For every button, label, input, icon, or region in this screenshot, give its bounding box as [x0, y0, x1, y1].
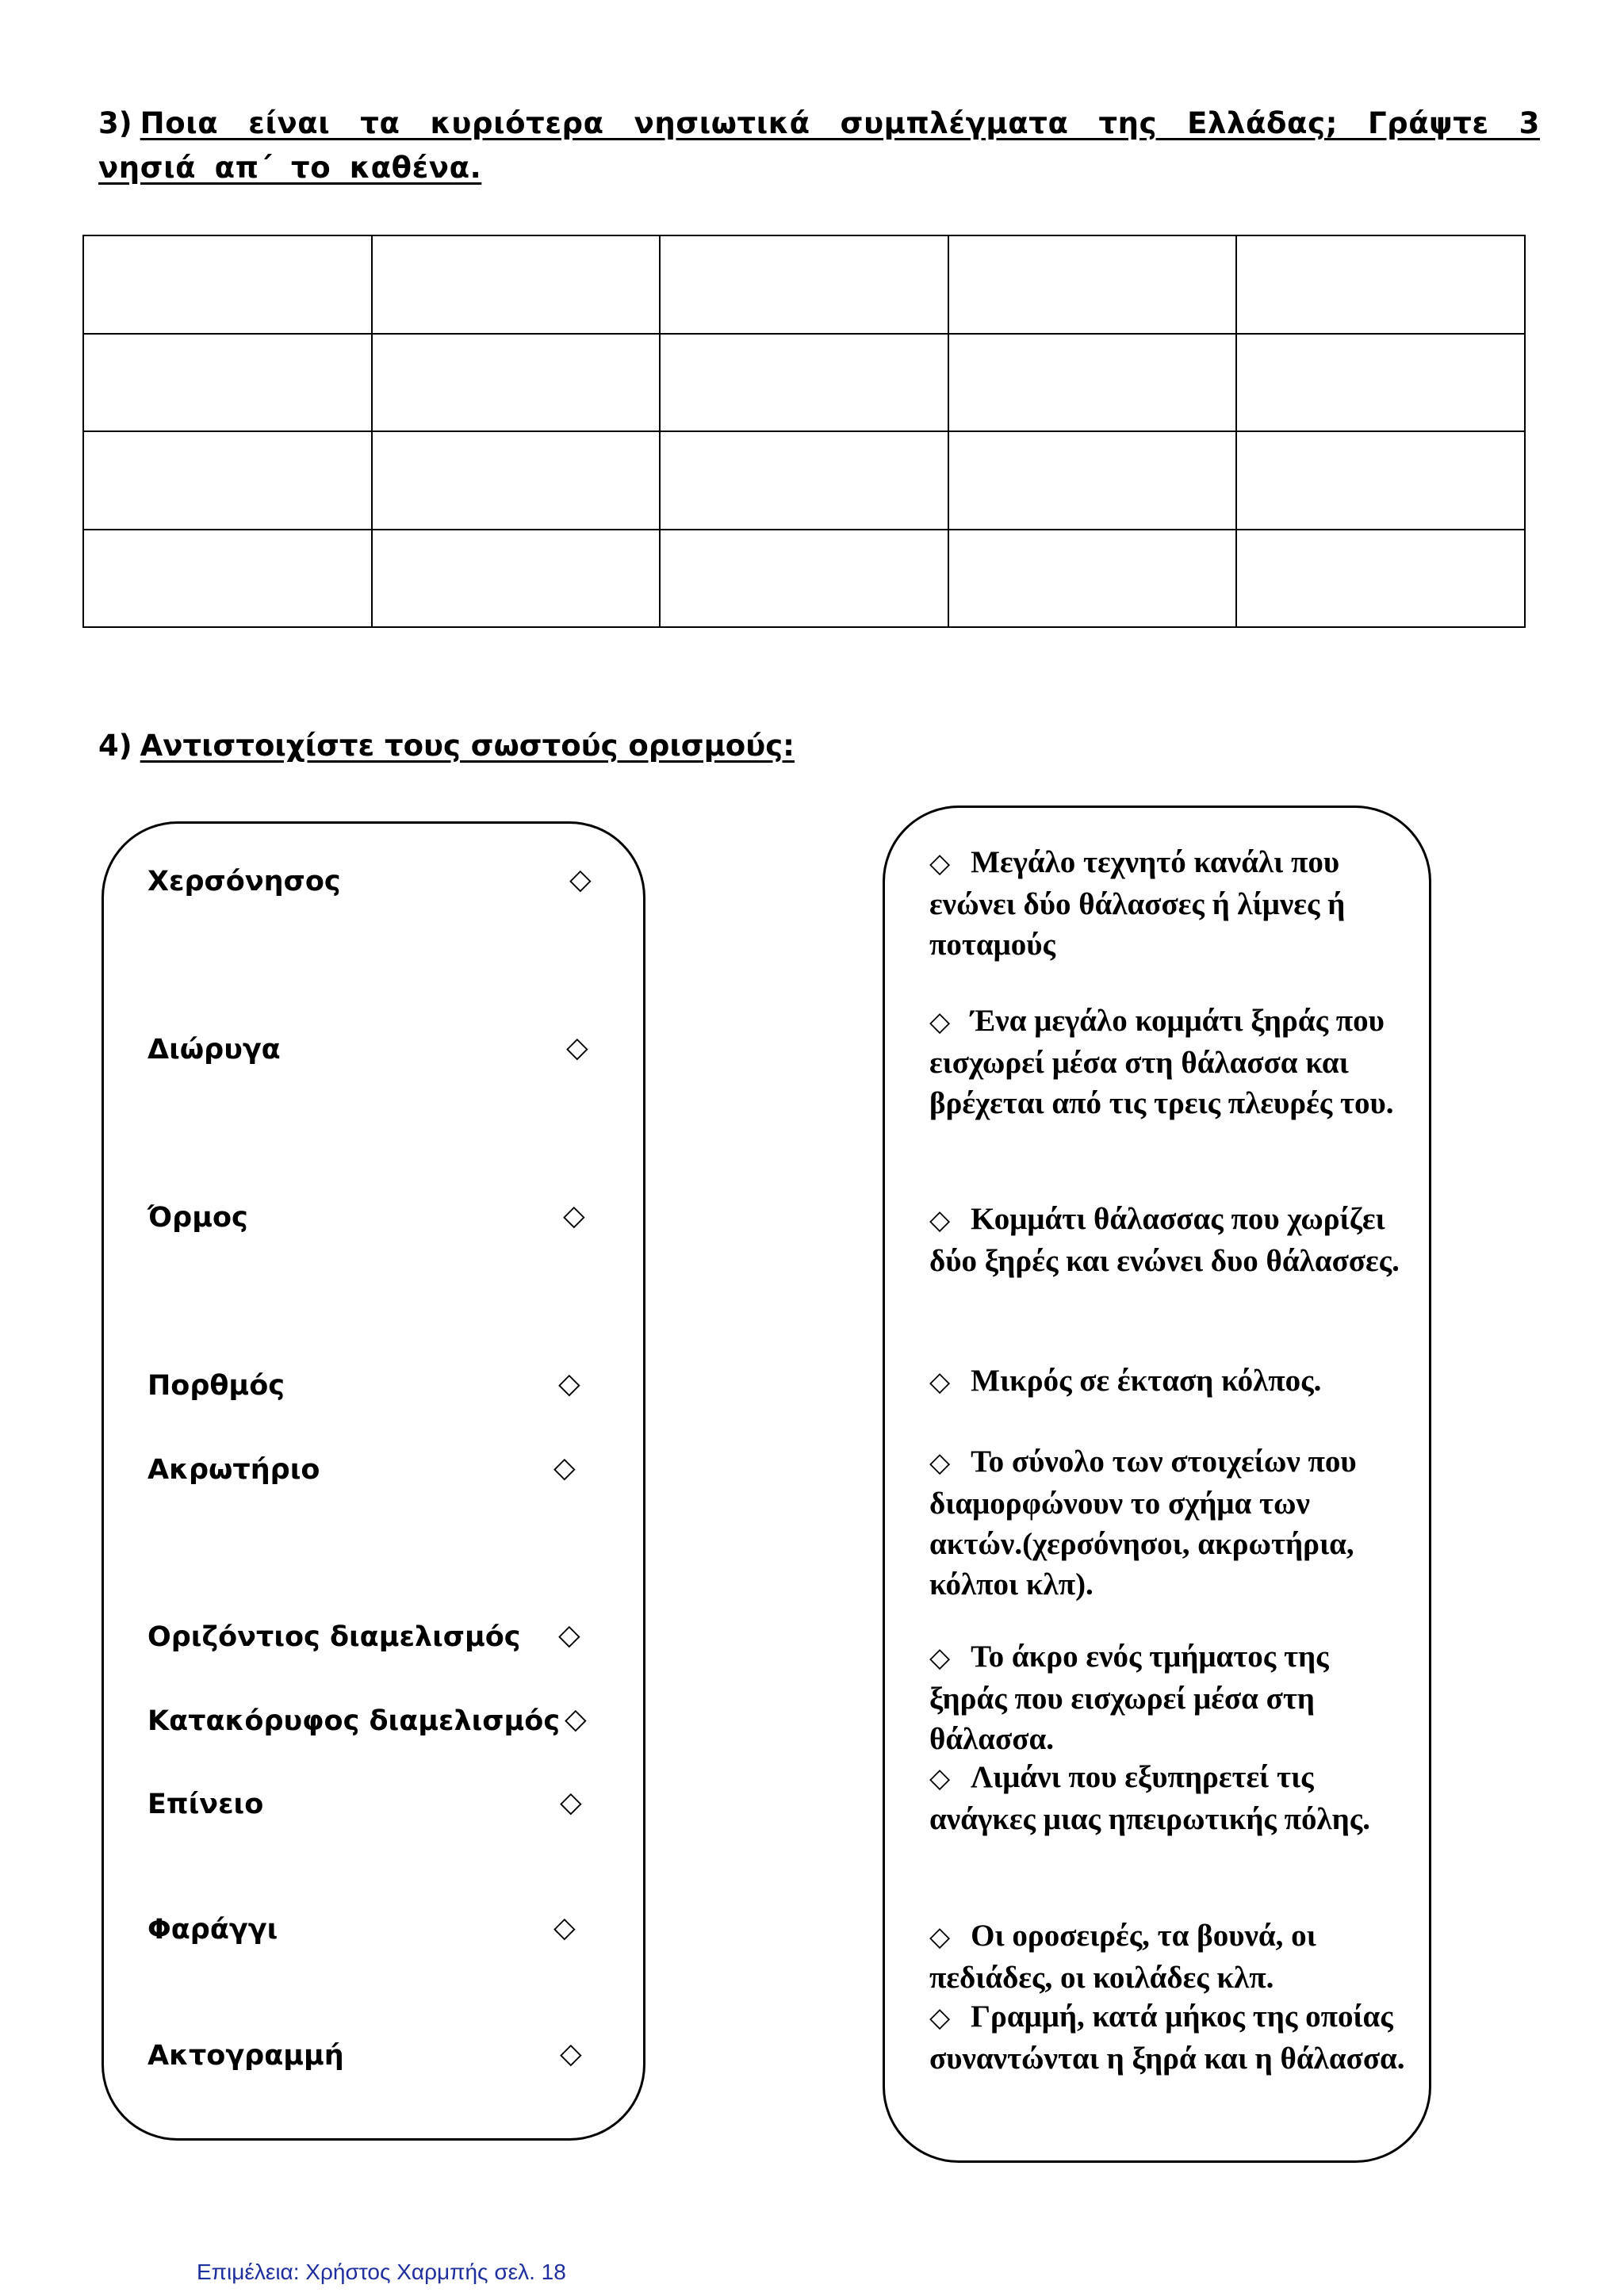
table-cell[interactable] — [1236, 235, 1525, 334]
diamond-icon[interactable]: ◇ — [560, 2038, 582, 2070]
term-akrotirio: Ακρωτήριο — [147, 1454, 320, 1486]
table-cell[interactable] — [948, 235, 1237, 334]
diamond-icon[interactable]: ◇ — [929, 1447, 951, 1479]
question-3-text: Ποια είναι τα κυριότερα νησιωτικά συμπλέγματα της Ελλάδας; Γράψτε 3 νησιά απ΄ το καθένα. — [98, 106, 1540, 185]
table-cell[interactable] — [948, 530, 1237, 628]
diamond-icon[interactable]: ◇ — [929, 1921, 951, 1953]
definition-text: Μικρός σε έκταση κόλπος. — [971, 1364, 1322, 1398]
definition-item — [929, 1757, 1405, 1839]
table-cell[interactable] — [1236, 431, 1525, 530]
diamond-icon[interactable]: ◇ — [565, 1703, 587, 1735]
definition-item — [929, 1636, 1405, 1759]
diamond-icon[interactable]: ◇ — [929, 1204, 951, 1236]
definition-item — [929, 1199, 1405, 1281]
term-dioryga: Διώρυγα — [147, 1034, 281, 1066]
definition-text: Το άκρο ενός τμήματος της ξηράς που εισχωρεί μέσα στη θάλασσα. — [929, 1640, 1329, 1756]
definition-text: Κομμάτι θάλασσας που χωρίζει δύο ξηρές και ενώνει δυο θάλασσες. — [929, 1202, 1400, 1278]
definition-item — [929, 1441, 1405, 1605]
table-cell[interactable] — [660, 431, 948, 530]
table-cell[interactable] — [372, 431, 661, 530]
page-footer: Επιμέλεια: Χρήστος Χαρμπής σελ. 18 — [197, 2260, 566, 2284]
diamond-icon[interactable]: ◇ — [563, 1200, 585, 1232]
table-cell[interactable] — [948, 431, 1237, 530]
diamond-icon[interactable]: ◇ — [566, 1031, 588, 1064]
definition-item — [929, 1360, 1405, 1402]
table-cell[interactable] — [660, 334, 948, 432]
table-row — [83, 431, 1525, 530]
diamond-icon[interactable]: ◇ — [929, 1366, 951, 1398]
diamond-icon[interactable]: ◇ — [558, 1619, 580, 1651]
table-row — [83, 530, 1525, 628]
table-cell[interactable] — [660, 235, 948, 334]
term-faraggi: Φαράγγι — [147, 1914, 278, 1946]
definition-text: Μεγάλο τεχνητό κανάλι που ενώνει δύο θάλασσες ή λίμνες ή ποταμούς — [929, 845, 1346, 962]
definition-item — [929, 1001, 1405, 1123]
definition-item — [929, 1996, 1405, 2079]
table-cell[interactable] — [83, 235, 372, 334]
table-cell[interactable] — [372, 334, 661, 432]
diamond-icon[interactable]: ◇ — [929, 1006, 951, 1038]
definition-item — [929, 842, 1405, 965]
table-cell[interactable] — [1236, 334, 1525, 432]
table-cell[interactable] — [83, 530, 372, 628]
definition-text: Γραμμή, κατά μήκος της οποίας συναντώνται η ξηρά και η θάλασσα. — [929, 1999, 1405, 2076]
term-porthmos: Πορθμός — [147, 1370, 285, 1402]
table-cell[interactable] — [372, 530, 661, 628]
islands-answer-table — [82, 235, 1526, 628]
term-epineio: Επίνειο — [147, 1789, 264, 1820]
diamond-icon[interactable]: ◇ — [553, 1911, 576, 1944]
question-3-title — [98, 101, 1540, 190]
table-row — [83, 235, 1525, 334]
diamond-icon[interactable]: ◇ — [929, 2002, 951, 2034]
term-ormos: Όρμος — [147, 1202, 248, 1234]
definition-text: Το σύνολο των στοιχείων που διαμορφώνουν το σχήμα των ακτών.(χερσόνησοι, ακρωτήρια, κόλποι κλπ). — [929, 1445, 1357, 1601]
diamond-icon[interactable]: ◇ — [553, 1452, 576, 1484]
term-aktogrammi: Ακτογραμμή — [147, 2040, 344, 2072]
diamond-icon[interactable]: ◇ — [558, 1368, 580, 1400]
table-cell[interactable] — [83, 431, 372, 530]
definition-text: Ένα μεγάλο κομμάτι ξηράς που εισχωρεί μέσα στη θάλασσα και βρέχεται από τις τρεις πλευρές του. — [929, 1004, 1394, 1120]
definition-text: Λιμάνι που εξυπηρετεί τις ανάγκες μιας ηπειρωτικής πόλης. — [929, 1760, 1370, 1836]
term-chersonisos: Χερσόνησος — [147, 866, 341, 897]
diamond-icon[interactable]: ◇ — [569, 863, 592, 896]
table-cell[interactable] — [1236, 530, 1525, 628]
term-katakoryfos-diamelismos: Κατακόρυφος διαμελισμός — [147, 1705, 561, 1737]
diamond-icon[interactable]: ◇ — [929, 1762, 951, 1794]
question-4-text: Αντιστοιχίστε τους σωστούς ορισμούς: — [140, 729, 795, 763]
question-4-number: 4) — [98, 729, 132, 763]
diamond-icon[interactable]: ◇ — [929, 848, 951, 879]
definition-text: Οι οροσειρές, τα βουνά, οι πεδιάδες, οι κοιλάδες κλπ. — [929, 1919, 1316, 1995]
table-cell[interactable] — [83, 334, 372, 432]
question-3-number: 3) — [98, 106, 132, 140]
table-cell[interactable] — [372, 235, 661, 334]
table-cell[interactable] — [660, 530, 948, 628]
table-cell[interactable] — [948, 334, 1237, 432]
definition-item — [929, 1915, 1405, 1998]
question-4-title — [98, 724, 795, 768]
table-row — [83, 334, 1525, 432]
diamond-icon[interactable]: ◇ — [560, 1786, 582, 1819]
diamond-icon[interactable]: ◇ — [929, 1642, 951, 1674]
term-orizontios-diamelismos: Οριζόντιος διαμελισμός — [147, 1621, 521, 1653]
